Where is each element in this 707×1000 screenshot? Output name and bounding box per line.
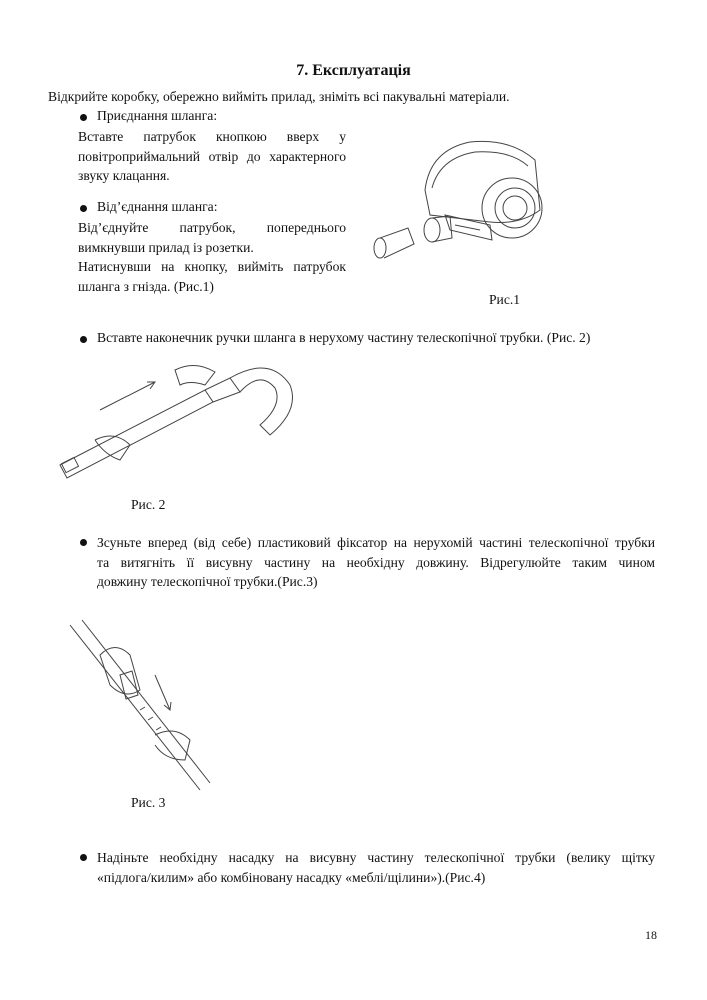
text-line: повітроприймальний отвір до характерного — [78, 148, 346, 164]
bullet-icon — [80, 336, 87, 343]
bullet-icon — [80, 854, 87, 861]
figure-2-hose-tube-illustration — [55, 360, 305, 485]
bullet-3-text: Вставте наконечник ручки шланга в нерухому частину телескопічної трубки. (Рис. 2) — [97, 330, 591, 345]
section1-text — [78, 127, 346, 186]
figure-2-caption: Рис. 2 — [131, 497, 166, 512]
text-line: Вставте патрубок кнопкою вверх у — [78, 129, 346, 144]
text-line: шланга з гнізда. (Рис.1) — [78, 278, 214, 294]
text-line: звуку клацання. — [78, 168, 170, 183]
text-line: вимкнувши прилад із розетки. — [78, 239, 254, 255]
text-line: Зсуньте вперед (від себе) пластиковий фіксатор на нерухомій частині телескопічної трубки — [97, 535, 655, 550]
section1-heading: Приєднання шланга: — [97, 108, 218, 123]
figure-1-vacuum-illustration — [370, 130, 550, 270]
bullet-icon — [80, 539, 87, 546]
bullet-5-text — [97, 848, 655, 887]
section-title: 7. Експлуатація — [296, 62, 411, 79]
text-line: довжину телескопічної трубки.(Рис.3) — [97, 574, 318, 589]
figure-3-caption: Рис. 3 — [131, 795, 166, 810]
text-line: Надіньте необхідну насадку на висувну частину телескопічної трубки (велику щітку — [97, 850, 655, 865]
section2-text — [78, 218, 346, 296]
bullet-icon — [80, 114, 87, 121]
page-number: 18 — [645, 928, 657, 942]
text-line: Від’єднуйте патрубок, попереднього — [78, 220, 346, 235]
bullet-4-text — [97, 533, 655, 592]
bullet-icon — [80, 205, 87, 212]
text-line: «підлога/килим» або комбіновану насадку «меблі/щілини»).(Рис.4) — [97, 869, 486, 885]
text-line: Натиснувши на кнопку, вийміть патрубок — [78, 259, 346, 274]
intro-paragraph: Відкрийте коробку, обережно вийміть прилад, зніміть всі пакувальні матеріали. — [48, 89, 510, 104]
figure-3-telescopic-tube-illustration — [60, 615, 220, 795]
section2-heading: Від’єднання шланга: — [97, 199, 218, 214]
text-line: та витягніть її висувну частину на необхідну довжину. Відрегулюйте таким чином — [97, 554, 655, 570]
figure-1-caption: Рис.1 — [489, 292, 521, 307]
